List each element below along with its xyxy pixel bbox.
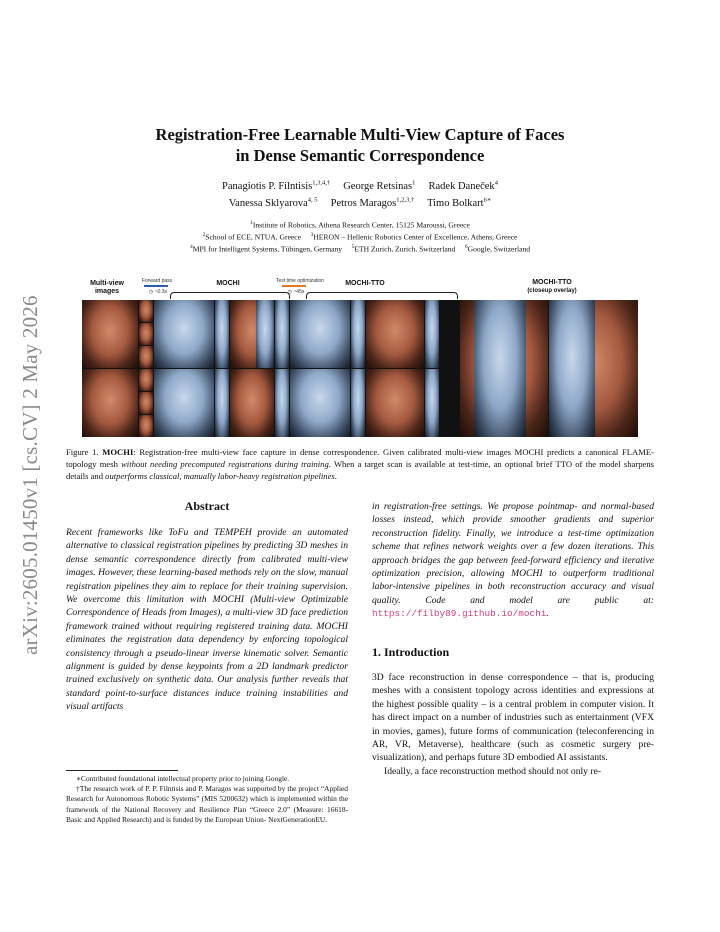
label-closeup: MOCHI-TTO (closeup overlay)	[527, 279, 577, 294]
figure-caption: Figure 1. MOCHI: Registration-free multi-view face capture in dense correspondence. Given calibrated multi-view images MOCHI predicts a canonical FLAME-topology mesh without needing precomputed registrations during training. When a target scan is available at test-time, an optional brief TTO of the model sharpens details and outperforms classical, manually labor-heavy registration pipelines.	[66, 447, 654, 481]
mochi-overlay	[230, 369, 274, 437]
mochi-overlay-mesh-half	[256, 300, 274, 368]
label-forward-pass: Forward pass	[141, 278, 173, 284]
authors-row-2	[60, 195, 660, 209]
mochi-tto-overlay	[366, 369, 424, 437]
mesh-view-thumbs	[215, 300, 229, 368]
arxiv-stamp: arXiv:2605.01450v1 [cs.CV] 2 May 2026	[18, 295, 42, 655]
footnotes	[66, 774, 348, 825]
teaser-figure	[82, 276, 638, 437]
authors-row-1	[60, 179, 660, 192]
label-forward-time: ◷ ~0.3s	[148, 289, 168, 295]
mochi-mesh-render	[154, 369, 214, 437]
mesh-view-thumbs	[351, 300, 365, 368]
abstract-right-column: in registration-free settings. We propose pointmap- and normal-based losses instead, which provide smoother gradients and superior reconstruction fidelity. Finally, we introduce a test-time optimization scheme that refines network weights over a few dozen iterations. This approach bridges the gap between feed-forward efficiency and iterative optimization precision, allowing MOCHI to outperform traditional labor-intensive pipelines in both reconstruction accuracy and visual quality. Code and model are public at: https://filby89.github.io/mochi.	[372, 501, 654, 620]
label-tto: Test time optimization	[275, 278, 325, 284]
mochi-tto-mesh-render	[290, 369, 350, 437]
forward-arrow-icon	[144, 285, 168, 287]
mochi-mesh-render	[154, 300, 214, 368]
mesh-view-thumbs	[215, 369, 229, 437]
affiliation-line-3: $^4$MPI for Intelligent Systems, Tübingen, Germany $^5$ETH Zurich, Zurich, Switzerland $^6$Google, Switzerland	[189, 244, 531, 254]
label-tto-time: ◷ ~45s	[287, 289, 305, 295]
brace-mochi-tto	[306, 292, 458, 299]
intro-paragraph-2: Ideally, a face reconstruction method should not only re-	[384, 765, 602, 777]
brace-mochi	[170, 292, 290, 299]
paper-title	[60, 124, 660, 166]
mochi-tto-mesh-render	[290, 300, 350, 368]
author: Petros Maragos$^{1,2,3,\dagger}$	[330, 196, 415, 209]
input-face-image	[82, 369, 138, 437]
author: Timo Bolkart$^{6∗}$	[427, 196, 492, 209]
label-multiview: Multi-view images	[90, 280, 124, 295]
mesh-view-thumbs	[425, 369, 439, 437]
affiliation-line-1: $^1$Institute of Robotics, Athena Research Center, 15125 Maroussi, Greece	[250, 220, 470, 230]
figure-image-strip	[82, 300, 638, 437]
author: Vanessa Sklyarova$^{4, 5}$	[228, 196, 318, 209]
label-mochi-tto: MOCHI-TTO	[345, 280, 385, 287]
input-view-thumb	[139, 415, 153, 437]
title-line-1: Registration-Free Learnable Multi-View Capture of Faces	[155, 125, 565, 144]
tto-arrow-icon	[282, 285, 306, 287]
project-url-link[interactable]: https://filby89.github.io/mochi	[372, 608, 547, 620]
section-heading: 1. Introduction	[372, 645, 450, 659]
intro-paragraph-1: 3D face reconstruction in dense correspondence – that is, producing meshes with a consistent topology across identities and expressions at the highest possible quality – is a central problem in computer vision. It has direct impact on a number of industries such as entertainment (VFX in movies, games), future forms of communication (teleconferencing in AR, VR, Metaverse), healthcare (such as cosmetic surgery pre-visualization), and perhaps future 3D embodied AI assistants.	[372, 672, 654, 764]
label-mochi: MOCHI	[216, 280, 240, 287]
intro-text	[372, 671, 654, 778]
input-view-thumb	[139, 392, 153, 414]
mesh-view-thumbs	[351, 369, 365, 437]
input-view-thumb	[139, 300, 153, 322]
mesh-view-thumbs	[425, 300, 439, 368]
mesh-view-thumbs	[275, 300, 289, 368]
author: Radek Daneček$^4$	[428, 179, 498, 192]
footnote-2: †The research work of P. P. Filntisis and P. Maragos was supported by the project “Applied Research for Autonomous Robotic Systems” (MIS 5200632) which is implemented within the framework of the National Recovery and Resilience Plan “Greece 2.0” (Measure: 16618- Basic and Applied Research) and is funded by the European Union- NextGenerationEU.	[66, 784, 348, 824]
author: George Retsinas$^1$	[343, 179, 416, 192]
title-line-2: in Dense Semantic Correspondence	[235, 146, 485, 165]
footnote-rule	[66, 770, 178, 771]
author: Panagiotis P. Filntisis$^{1,3,4,\dagger}$	[222, 179, 331, 192]
closeup-mesh-left	[474, 300, 526, 437]
abstract-heading: Abstract	[184, 499, 230, 513]
input-view-thumb	[139, 369, 153, 391]
footnote-1: ∗Contributed foundational intellectual property prior to joining Google.	[76, 774, 290, 783]
mochi-tto-overlay	[366, 300, 424, 368]
mesh-view-thumbs	[275, 369, 289, 437]
input-view-thumb	[139, 346, 153, 368]
abstract-left-column: Recent frameworks like ToFu and TEMPEH provide an automated alternative to classical registration pipelines by predicting 3D meshes in dense semantic correspondence directly from calibrated multi-view images. However, these learning-based methods rely on the slow, manual registration pipelines they aim to replace for their training supervision. We overcome this limitation with MOCHI (Multi-view Optimizable Correspondence of Heads from Images), a multi-view 3D face prediction framework trained without requiring registered training data. MOCHI eliminates the registration data dependency by enforcing topological consistency through a pseudo-linear inverse kinematic solver. Semantic alignment is guided by dense keypoints from a 2D landmark predictor trained exclusively on synthetic data. Our analysis further reveals that standard point-to-surface distances induce training instabilities and visual artifacts	[66, 527, 348, 713]
affiliation-line-2: $^2$School of ECE, NTUA, Greece $^3$HERON – Hellenic Robotics Center of Excellence, Athens, Greece	[202, 232, 518, 242]
closeup-mesh-right	[549, 300, 595, 437]
input-face-image	[82, 300, 138, 368]
input-view-thumb	[139, 323, 153, 345]
